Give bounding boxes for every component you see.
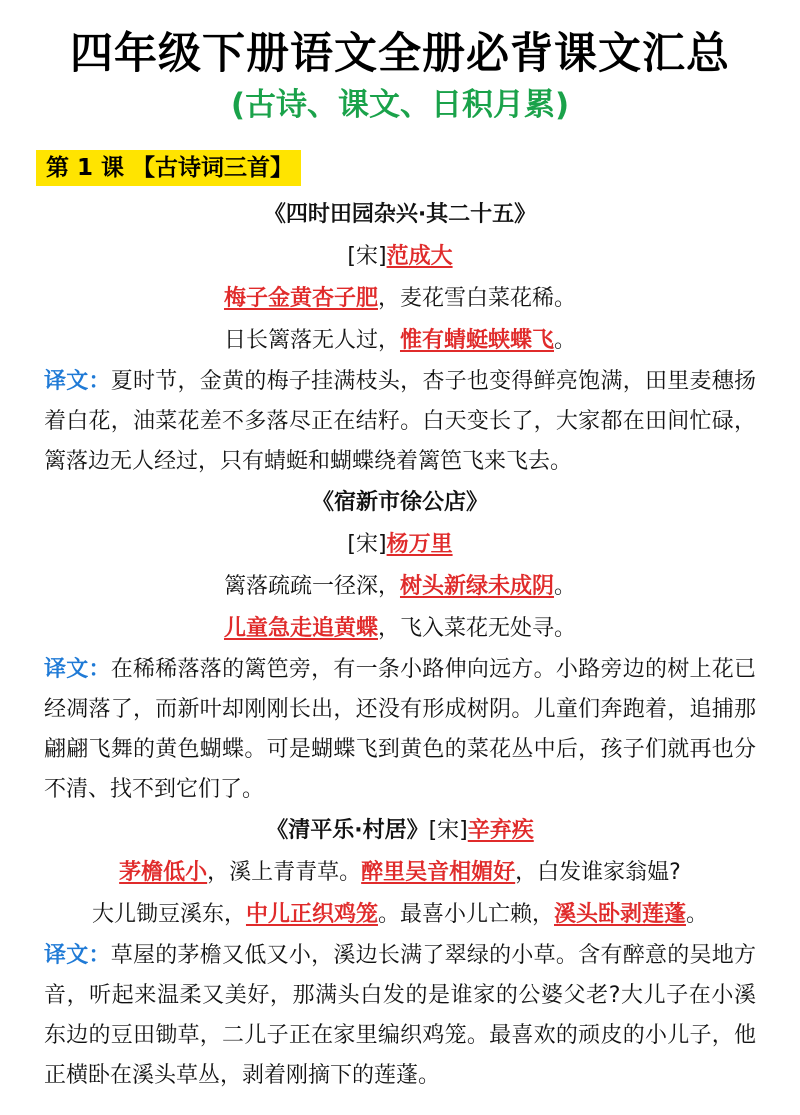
poem3-line1 — [0, 852, 800, 894]
poem1-dynasty: [宋] — [347, 244, 387, 269]
poem3-line1-key1: 茅檐低小 — [119, 860, 208, 885]
poem3-translation — [44, 936, 756, 1096]
page-title: 四年级下册语文全册必背课文汇总 — [70, 29, 730, 79]
poem3-line1-part2: ，溪上青青草。 — [207, 860, 362, 885]
poem2-dynasty: [宋] — [347, 532, 387, 557]
poem2-author-line — [0, 524, 800, 566]
poem3-dynasty: [宋] — [428, 818, 468, 843]
poem3-line2-part3: 。最喜小儿亡赖， — [377, 902, 554, 927]
poem2-line2 — [0, 608, 800, 650]
poem3-line2-end: 。 — [686, 902, 709, 927]
poem2-translation — [44, 650, 756, 810]
poem1-translation — [44, 362, 756, 482]
poem3-translation-label: 译文： — [44, 943, 111, 968]
poem2-translation-text: 在稀稀落落的篱笆旁，有一条小路伸向远方。小路旁边的树上花已经凋落了，而新叶却刚刚长出，还没有形成树阴。儿童们奔跑着，追捕那翩翩飞舞的黄色蝴蝶。可是蝴蝶飞到黄色的菜花丛中后，孩子们就再也分不清、找不到它们了。 — [44, 657, 756, 802]
lesson-heading: 第 1 课 【古诗词三首】 — [36, 150, 301, 186]
poem2-line1-start: 篱落疏疏一径深， — [223, 574, 400, 599]
poem2-author: 杨万里 — [386, 532, 453, 557]
poem3-line2-key1: 中儿正织鸡笼 — [245, 902, 378, 927]
poem3-line2 — [0, 894, 800, 936]
poem1-line2 — [0, 320, 800, 362]
poem2-line1 — [0, 566, 800, 608]
poem1-translation-label: 译文： — [44, 369, 111, 394]
poem2-line1-key: 树头新绿未成阴 — [399, 574, 554, 599]
poem2-line2-key: 儿童急走追黄蝶 — [223, 616, 378, 641]
poem3-author: 辛弃疾 — [467, 818, 534, 843]
poem1-author: 范成大 — [386, 244, 453, 269]
poem1-line1-key: 梅子金黄杏子肥 — [223, 286, 378, 311]
page-subtitle: (古诗、课文、日积月累) — [230, 87, 570, 123]
poem3-translation-text: 草屋的茅檐又低又小，溪边长满了翠绿的小草。含有醉意的吴地方音，听起来温柔又美好，那满头白发的是谁家的公婆父老?大儿子在小溪东边的豆田锄草，二儿子正在家里编织鸡笼。最喜欢的顽皮的小儿子，他正横卧在溪头草丛，剥着刚摘下的莲蓬。 — [44, 943, 756, 1088]
poem2-title: 《宿新市徐公店》 — [311, 490, 488, 515]
poem1-line2-end: 。 — [554, 328, 577, 353]
poem1-line2-key: 惟有蜻蜓蛱蝶飞 — [399, 328, 554, 353]
poem2-line2-rest: ，飞入菜花无处寻。 — [378, 616, 577, 641]
poem1-author-line — [0, 236, 800, 278]
poem1-line1 — [0, 278, 800, 320]
poem3-line2-part1: 大儿锄豆溪东， — [91, 902, 246, 927]
poem2-line1-end: 。 — [554, 574, 577, 599]
poem1-translation-text: 夏时节，金黄的梅子挂满枝头，杏子也变得鲜亮饱满，田里麦穗扬着白花，油菜花差不多落尽正在结籽。白天变长了，大家都在田间忙碌，篱落边无人经过，只有蜻蜓和蝴蝶绕着篱笆飞来飞去。 — [44, 369, 756, 474]
poem3-line2-key2: 溪头卧剥莲蓬 — [554, 902, 687, 927]
poem3-line1-part4: ，白发谁家翁媪? — [515, 860, 681, 885]
poem3-title: 《清平乐·村居》 — [266, 818, 429, 843]
poem2-translation-label: 译文： — [44, 657, 111, 682]
poem1-line1-rest: ，麦花雪白菜花稀。 — [378, 286, 577, 311]
poem3-line1-key2: 醉里吴音相媚好 — [361, 860, 516, 885]
poem1-line2-start: 日长篱落无人过， — [223, 328, 400, 353]
poem1-title: 《四时田园杂兴·其二十五》 — [263, 202, 537, 227]
poem3-title-line — [0, 810, 800, 852]
